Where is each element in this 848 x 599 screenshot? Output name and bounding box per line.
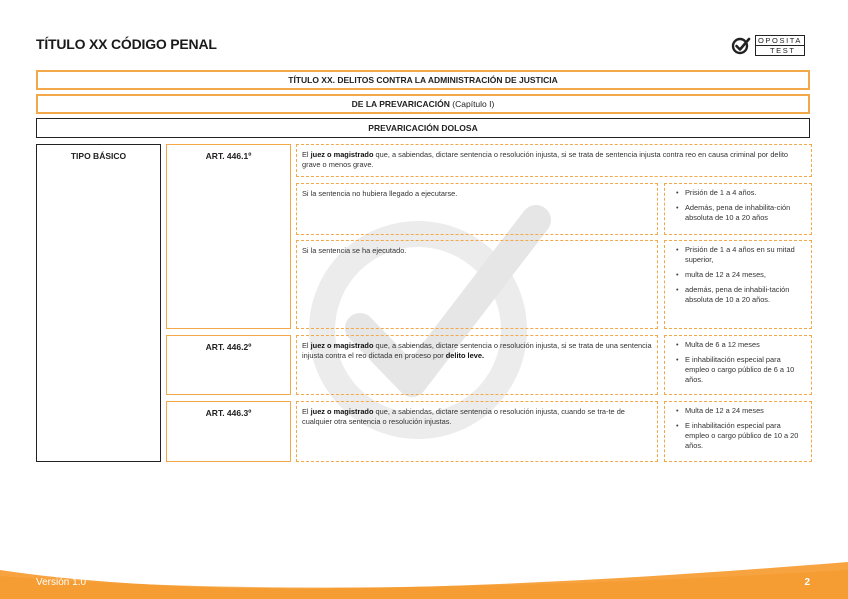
chapter-row-normal: (Capítulo I) <box>452 99 495 109</box>
text-bold: juez o magistrado <box>310 407 374 416</box>
title-row <box>36 70 810 90</box>
title-row-text: TÍTULO XX. DELITOS CONTRA LA ADMINISTRACIÓN DE JUSTICIA <box>288 75 558 85</box>
text-fragment: que, a sabiendas, dictare sentencia o resolución injusta, cuando se tra-te de cualquier otra sentencia o resolución injustas. <box>302 407 625 426</box>
type-cell <box>36 144 161 462</box>
penalty-item: • Prisión de 1 a 4 años en su mitad superior, <box>685 245 805 265</box>
article-description <box>296 401 658 462</box>
condition-text: Si la sentencia no hubiera llegado a ejecutarse. <box>302 189 458 198</box>
penalty-cell <box>664 401 812 462</box>
text-fragment: El <box>302 407 311 416</box>
article-cell <box>166 335 291 395</box>
text-bold: juez o magistrado <box>310 341 374 350</box>
penalty-cell <box>664 335 812 395</box>
page-number: 2 <box>804 577 810 588</box>
condition-cell <box>296 183 658 235</box>
chapter-row <box>36 94 810 114</box>
article-cell <box>166 144 291 329</box>
article-label: ART. 446.2º <box>205 342 252 352</box>
type-label: TIPO BÁSICO <box>70 151 127 161</box>
penalty-item: • además, pena de inhabili-tación absoluta de 10 a 20 años. <box>685 285 805 305</box>
chapter-row-bold: DE LA PREVARICACIÓN <box>351 99 450 109</box>
section-row <box>36 118 810 138</box>
penalty-item: • multa de 12 a 24 meses, <box>685 270 805 280</box>
text-fragment: que, a sabiendas, dictare sentencia o resolución injusta, si se trata de sentencia injusta contra reo en causa criminal por delito grave o menos grave. <box>302 150 788 169</box>
logo-word-oposita: OPOSITA <box>755 35 805 45</box>
penalty-item: • Multa de 6 a 12 meses <box>685 340 805 350</box>
penalty-item: • E inhabilitación especial para empleo o cargo público de 10 a 20 años. <box>685 421 805 451</box>
article-label: ART. 446.3º <box>205 408 252 418</box>
penalty-cell <box>664 183 812 235</box>
version-label: Versión 1.0 <box>36 577 87 588</box>
article-description <box>296 144 812 177</box>
penalty-item: • Además, pena de inhabilita-ción absoluta de 10 a 20 años <box>685 203 805 223</box>
text-fragment: El <box>302 341 311 350</box>
penalty-item: • E inhabilitación especial para empleo o cargo público de 6 a 10 años. <box>685 355 805 385</box>
article-label: ART. 446.1º <box>205 151 252 161</box>
check-circle-icon <box>731 36 751 56</box>
penalty-cell <box>664 240 812 329</box>
condition-text: Si la sentencia se ha ejecutado. <box>302 246 407 255</box>
text-bold: delito leve. <box>445 351 484 360</box>
oposita-test-logo <box>731 35 805 56</box>
page-title: TÍTULO XX CÓDIGO PENAL <box>36 36 217 52</box>
text-fragment: que, a sabiendas, dictare sentencia o resolución injusta, si se trata de una sentencia injusta contra el reo dictada en proceso por <box>302 341 652 360</box>
penalty-item: • Prisión de 1 a 4 años. <box>685 188 805 198</box>
article-cell <box>166 401 291 462</box>
section-row-text: PREVARICACIÓN DOLOSA <box>368 123 478 133</box>
condition-cell <box>296 240 658 329</box>
text-bold: juez o magistrado <box>310 150 374 159</box>
logo-word-test: TEST <box>755 45 805 56</box>
article-description <box>296 335 658 395</box>
text-fragment: El <box>302 150 311 159</box>
penalty-item: • Multa de 12 a 24 meses <box>685 406 805 416</box>
footer-band <box>0 560 848 599</box>
